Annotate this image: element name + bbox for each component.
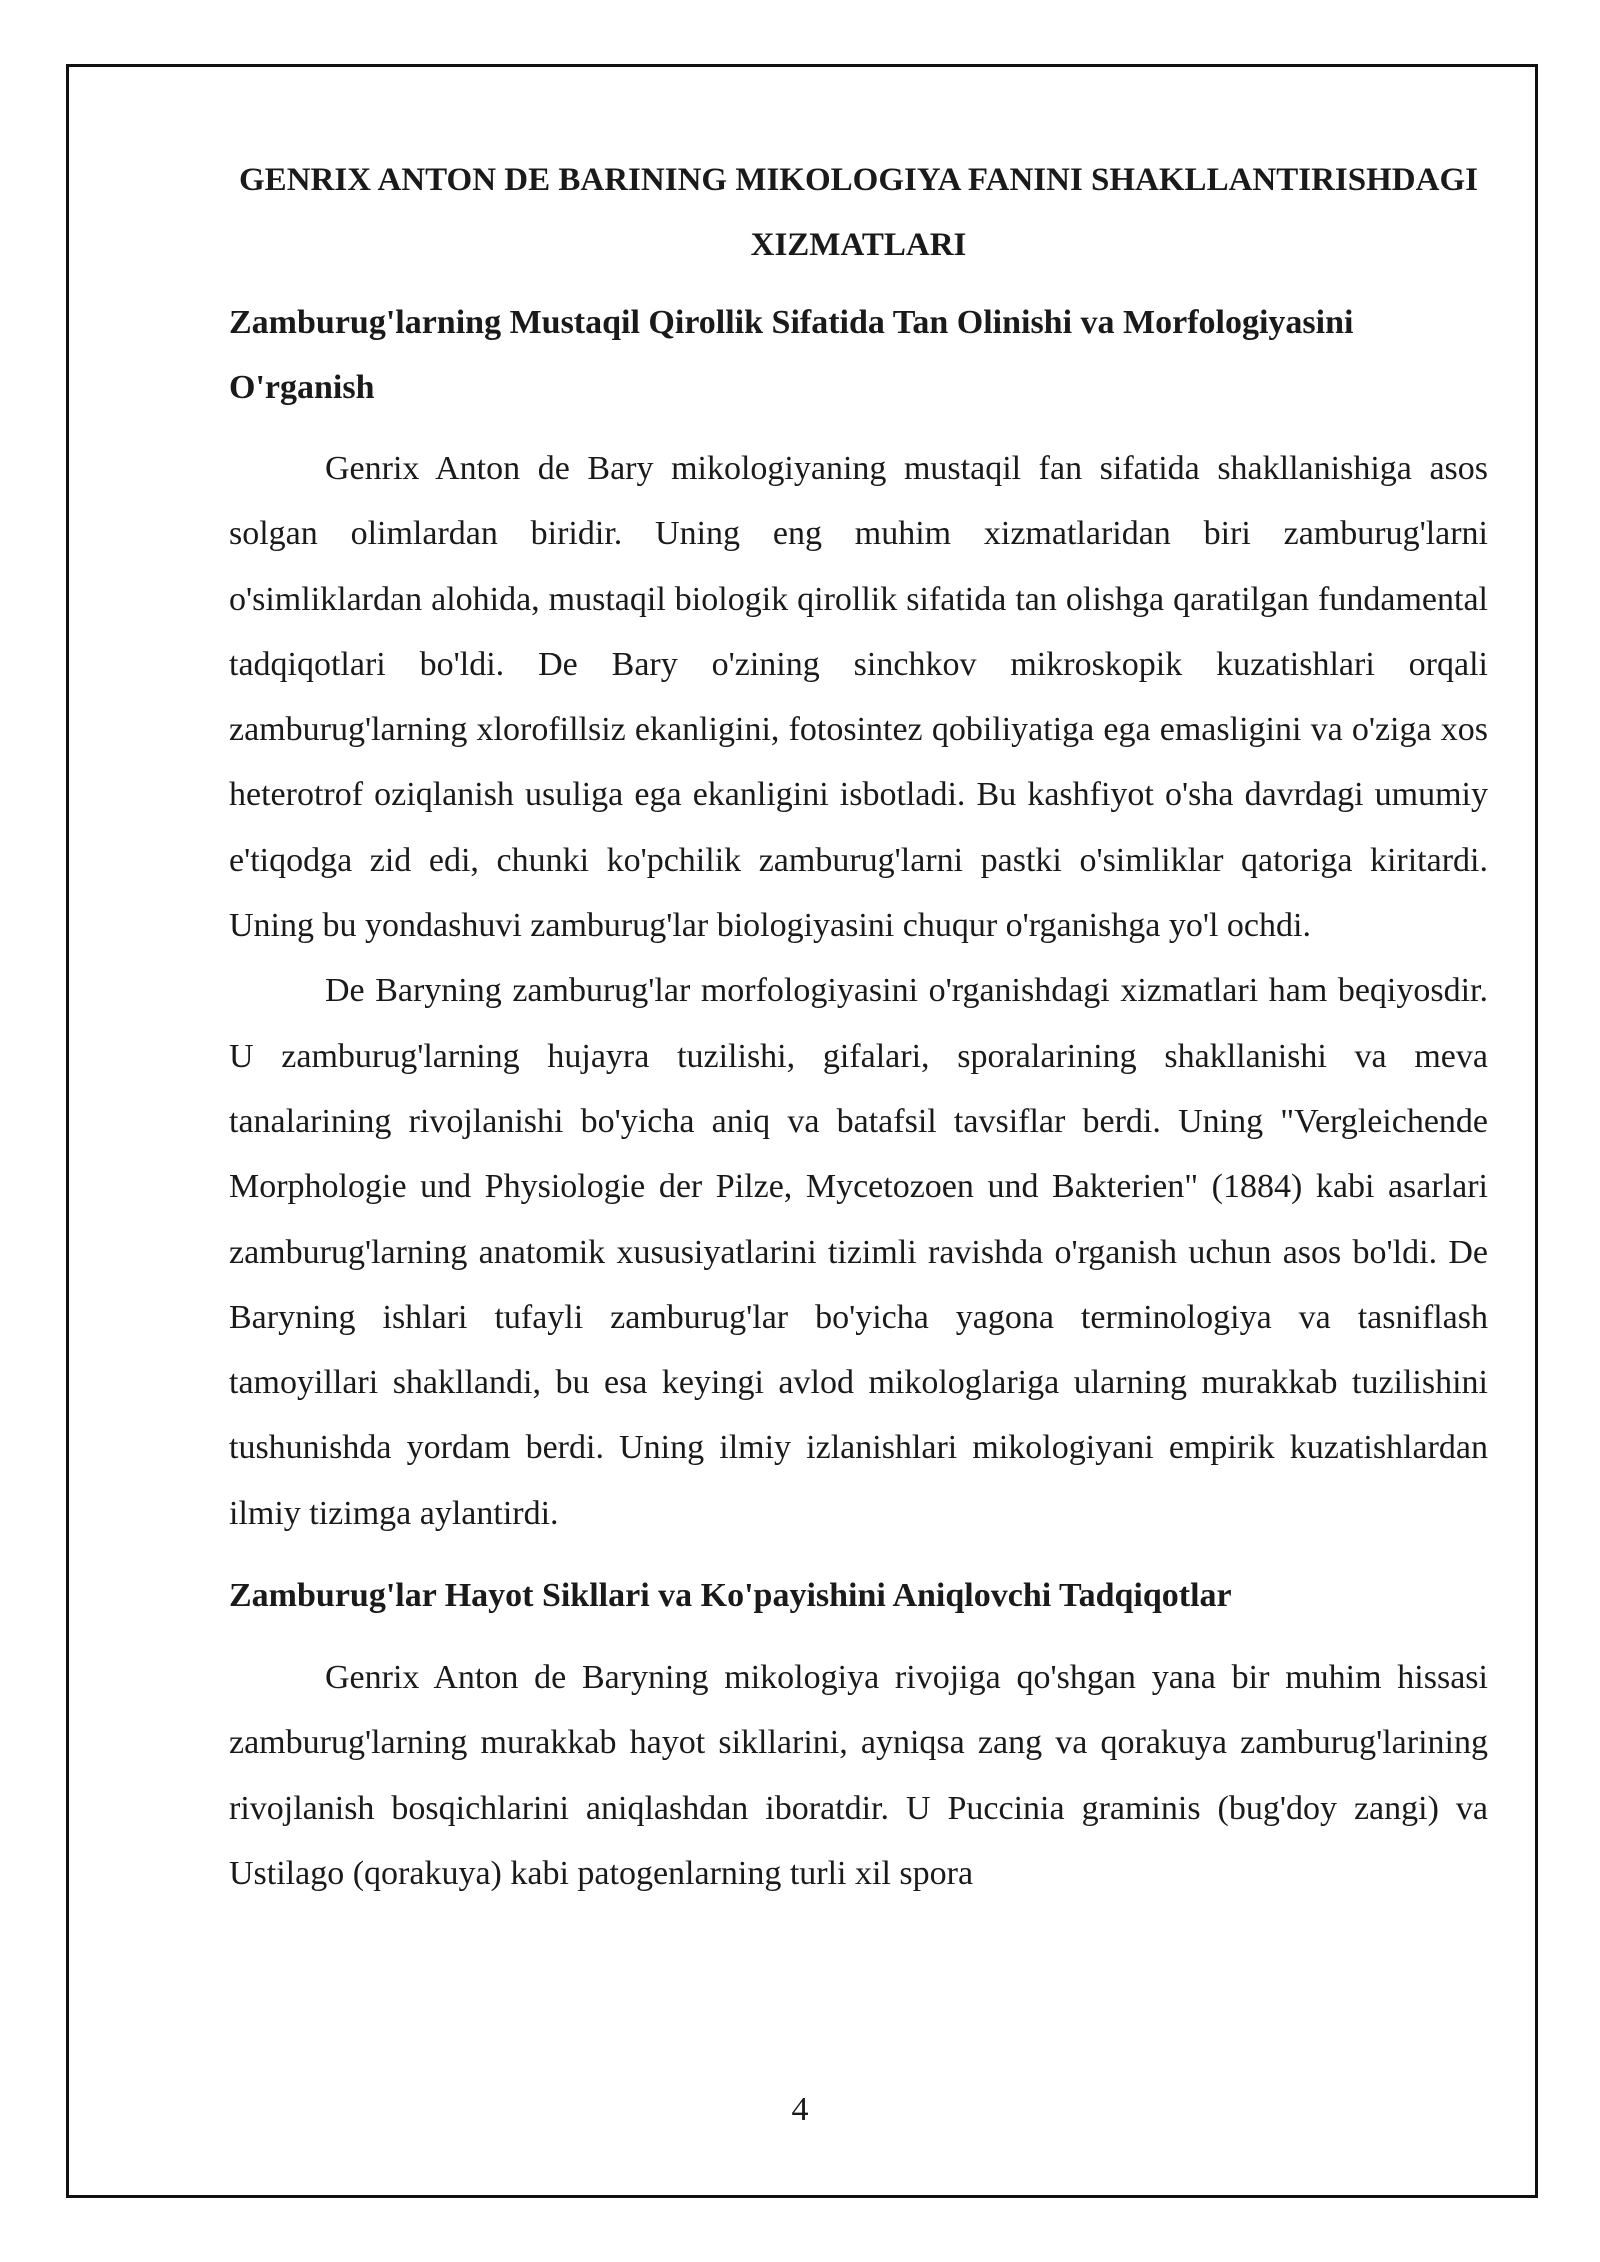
paragraph: Genrix Anton de Baryning mikologiya rivojiga qo'shgan yana bir muhim hissasi zamburug'larning murakkab hayot sikllarini, ayniqsa zang va qorakuya zamburug'larining rivojlanish bosqichlarini aniqlashdan iboratdir. U Puccinia graminis (bug'doy zangi) va Ustilago (qorakuya) kabi patogenlarning turli xil spora	[229, 1659, 1488, 1892]
document-title: GENRIX ANTON DE BARINING MIKOLOGIYA FANINI SHAKLLANTIRISHDAGI XIZMATLARI	[239, 162, 1478, 263]
section-heading-life-cycles: Zamburug'lar Hayot Sikllari va Ko'payishini Aniqlovchi Tadqiqotlar	[229, 1577, 1232, 1615]
paragraph: Genrix Anton de Bary mikologiyaning mustaqil fan sifatida shakllanishiga asos solgan olimlardan biridir. Uning eng muhim xizmatlaridan biri zamburug'larni o'simliklardan alohida, mustaqil biologik qirollik sifatida tan olishga qaratilgan fundamental tadqiqotlari bo'ldi. De Bary o'zining sinchkov mikroskopik kuzatishlari orqali zamburug'larning xlorofillsiz ekanligini, fotosintez qobiliyatiga ega emasligini va o'ziga xos heterotrof oziqlanish usuliga ega ekanligini isbotladi. Bu kashfiyot o'sha davrdagi umumiy e'tiqodga zid edi, chunki ko'pchilik zamburug'larni pastki o'simliklar qatoriga kiritardi. Uning bu yondashuvi zamburug'lar biologiyasini chuqur o'rganishga yo'l ochdi.	[229, 450, 1488, 945]
page-number: 4	[791, 2091, 809, 2128]
section-heading-recognition: Zamburug'larning Mustaqil Qirollik Sifatida Tan Olinishi va Morfologiyasini O'rganish	[229, 304, 1354, 406]
document-body	[229, 148, 1488, 1906]
paragraph: De Baryning zamburug'lar morfologiyasini o'rganishdagi xizmatlari ham beqiyosdir. U zamburug'larning hujayra tuzilishi, gifalari, sporalarining shakllanishi va meva tanalarining rivojlanishi bo'yicha aniq va batafsil tavsiflar berdi. Uning "Vergleichende Morphologie und Physiologie der Pilze, Mycetozoen und Bakterien" (1884) kabi asarlari zamburug'larning anatomik xususiyatlarini tizimli ravishda o'rganish uchun asos bo'ldi. De Baryning ishlari tufayli zamburug'lar bo'yicha yagona terminologiya va tasniflash tamoyillari shakllandi, bu esa keyingi avlod mikologlariga ularning murakkab tuzilishini tushunishda yordam berdi. Uning ilmiy izlanishlari mikologiyani empirik kuzatishlardan ilmiy tizimga aylantirdi.	[229, 972, 1488, 1532]
